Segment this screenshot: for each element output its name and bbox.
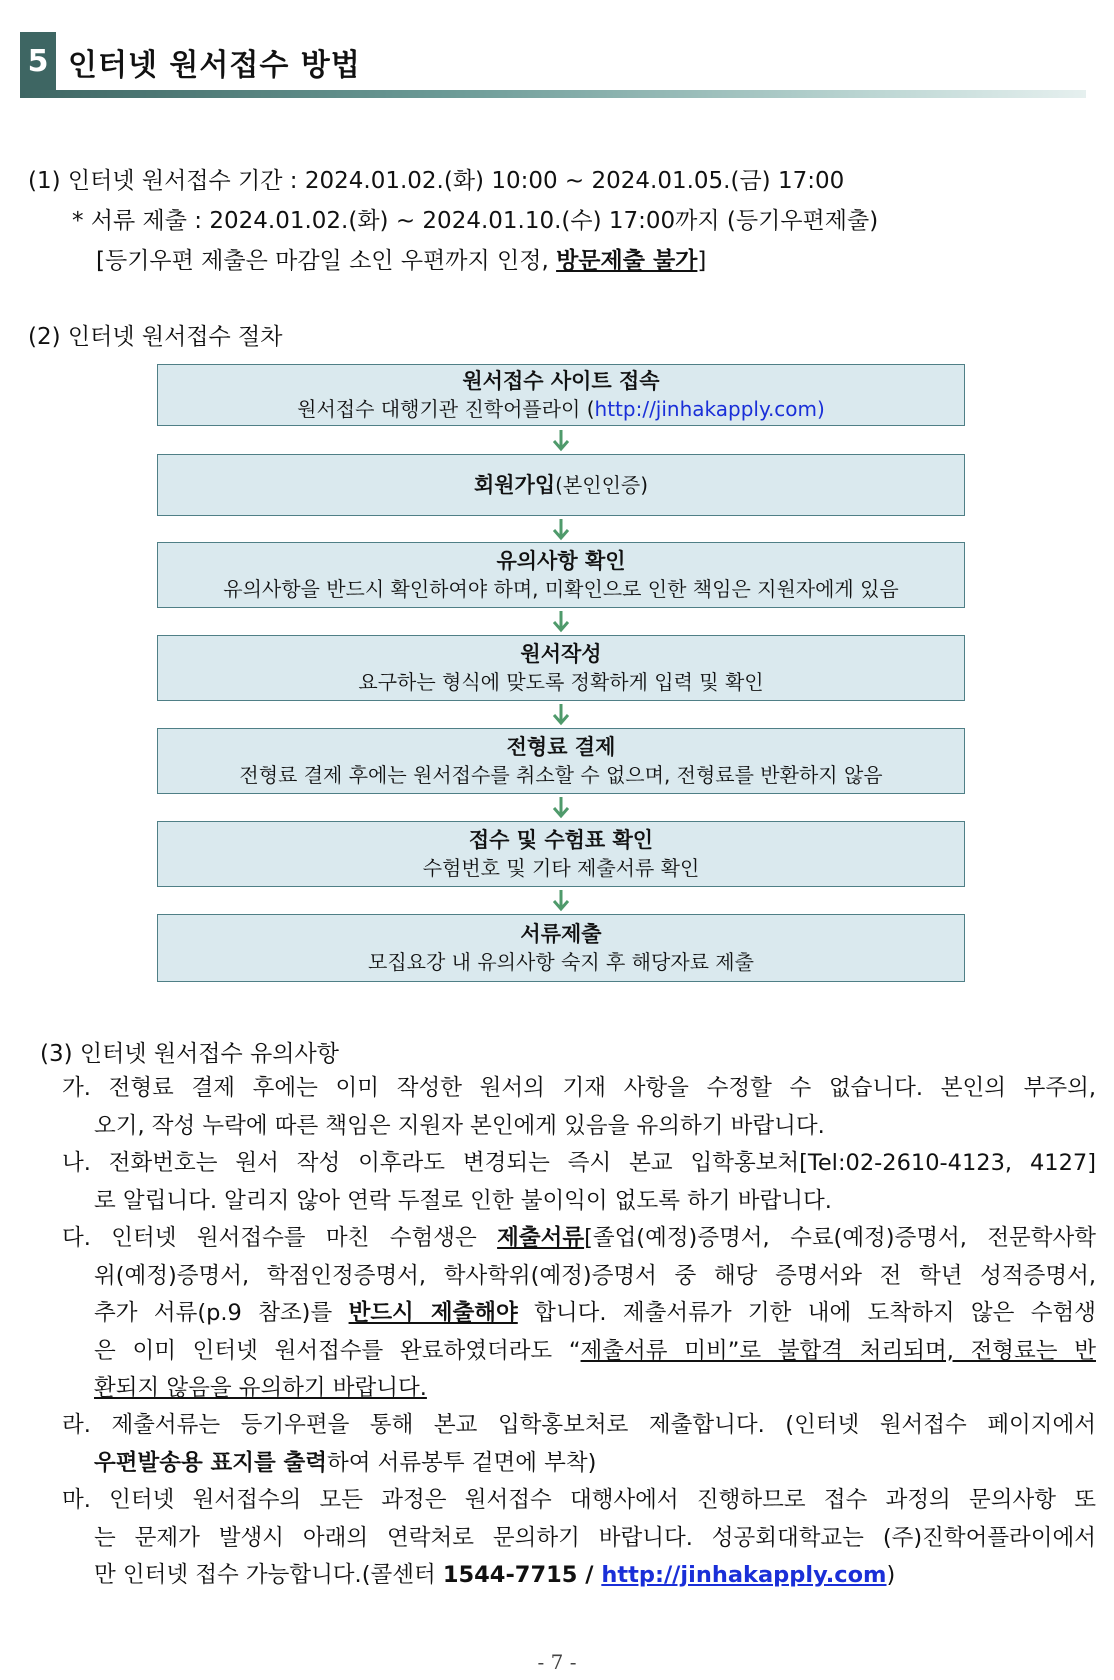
jinhakapply-link[interactable]: http://jinhakapply.com: [601, 1562, 887, 1588]
flow-step-signup: [157, 454, 965, 516]
flow-step-document-submission: [157, 914, 965, 982]
flow-step-title: 원서작성: [520, 642, 602, 666]
arrow-down-icon: [553, 430, 569, 452]
flow-step-desc: 원서접수 대행기관 진학어플라이 (http://jinhakapply.com): [297, 397, 825, 421]
flow-step-desc: 모집요강 내 유의사항 숙지 후 해당자료 제출: [368, 950, 754, 974]
section-number: 5: [20, 32, 56, 90]
section-underline-bar: [20, 90, 1086, 98]
notice-ra: 라. 제출서류는 등기우편을 통해 본교 입학홍보처로 제출합니다. (인터넷 원서접수 페이지에서 우편발송용 표지를 출력하여 서류봉투 겉면에 부착): [62, 1412, 1096, 1476]
call-center-number: 1544-7715: [442, 1562, 578, 1588]
flow-step-title: 유의사항 확인: [496, 549, 626, 573]
must-submit-emphasis: 반드시 제출해야: [348, 1300, 518, 1326]
docs-deadline: * 서류 제출 : 2024.01.02.(화) ~ 2024.01.10.(수) 17:00까지 (등기우편제출): [72, 208, 879, 234]
flow-step-application-form: [157, 635, 965, 701]
notice-na: 나. 전화번호는 원서 작성 이후라도 변경되는 즉시 본교 입학홍보처[Tel:02-2610-4123, 4127] 로 알립니다. 알리지 않아 연락 두절로 인한 불이익이 없도록 하기 바랍니다.: [62, 1150, 1096, 1214]
section-title: 인터넷 원서접수 방법: [68, 48, 361, 83]
section-header: [20, 32, 1086, 98]
no-visit-submission: 방문제출 불가: [556, 248, 698, 274]
required-documents-label: 제출서류: [497, 1225, 585, 1251]
notice-da: 다. 인터넷 원서접수를 마친 수험생은 제출서류[졸업(예정)증명서, 수료(예정)증명서, 전문학사학 위(예정)증명서, 학점인정증명서, 학사학위(예정)증명서 중 해당 증명서와 전 학년 성적증명서, 추가 서류(p.9 참조)를 반드시 제출해야 합니다. 제출서류가 기한 내에 도착하지 않은 수험생 은 이미 인터넷 원서접수를 완료하였더라도 “제출서류 미비”로 불합격 처리되며, 전형료는 반 환되지 않음을 유의하기 바랍니다.: [62, 1225, 1096, 1401]
notices-heading: (3) 인터넷 원서접수 유의사항: [40, 1041, 339, 1067]
flow-step-title: 원서접수 사이트 접속: [462, 369, 660, 393]
arrow-down-icon: [553, 890, 569, 912]
print-cover-emphasis: 우편발송용 표지를 출력: [94, 1449, 328, 1476]
flow-step-title: 서류제출: [520, 922, 602, 946]
flow-step-desc: 요구하는 형식에 맞도록 정확하게 입력 및 확인: [358, 670, 764, 694]
mail-note: [등기우편 제출은 마감일 소인 우편까지 인정, 방문제출 불가]: [96, 248, 707, 274]
notice-ga: 가. 전형료 결제 후에는 이미 작성한 원서의 기재 사항을 수정할 수 없습니다. 본인의 부주의, 오기, 작성 누락에 따른 책임은 지원자 본인에게 있음을 유의하기 바랍니다.: [62, 1075, 1096, 1139]
flow-step-admission-ticket: [157, 821, 965, 887]
rejection-warning-cont: 환되지 않음을 유의하기 바랍니다.: [94, 1375, 427, 1401]
rejection-warning: 제출서류 미비”로 불합격 처리되며, 전형료는 반: [580, 1337, 1096, 1364]
flow-step-desc: 유의사항을 반드시 확인하여야 하며, 미확인으로 인한 책임은 지원자에게 있음: [223, 577, 899, 601]
flow-step-desc: 전형료 결제 후에는 원서접수를 취소할 수 없으며, 전형료를 반환하지 않음: [239, 763, 883, 787]
arrow-down-icon: [553, 519, 569, 541]
flow-step-site-access: [157, 364, 965, 426]
arrow-down-icon: [553, 611, 569, 633]
flow-step-title: 회원가입: [473, 473, 556, 497]
procedure-heading: (2) 인터넷 원서접수 절차: [28, 324, 283, 350]
page-number: - 7 -: [537, 1650, 577, 1674]
flow-step-title: 접수 및 수험표 확인: [468, 828, 654, 852]
flow-step-title-suffix: (본인인증): [555, 473, 649, 497]
flow-step-fee-payment: [157, 728, 965, 794]
notice-ma: 마. 인터넷 원서접수의 모든 과정은 원서접수 대행사에서 진행하므로 접수 과정의 문의사항 또 는 문제가 발생시 아래의 연락처로 문의하기 바랍니다. 성공회대학교는 (주)진학어플라이에서 만 인터넷 접수 가능합니다.(콜센터 1544-7715 / http://jinhakapply.com): [62, 1487, 1096, 1588]
flow-step-title: 전형료 결제: [506, 735, 616, 759]
flow-step-desc: 수험번호 및 기타 제출서류 확인: [422, 856, 700, 880]
period-heading: (1) 인터넷 원서접수 기간 : 2024.01.02.(화) 10:00 ~ 2024.01.05.(금) 17:00: [28, 168, 845, 194]
arrow-down-icon: [553, 704, 569, 726]
flow-step-notice-check: [157, 542, 965, 608]
flow-site-link[interactable]: http://jinhakapply.com): [594, 397, 825, 421]
arrow-down-icon: [553, 797, 569, 819]
